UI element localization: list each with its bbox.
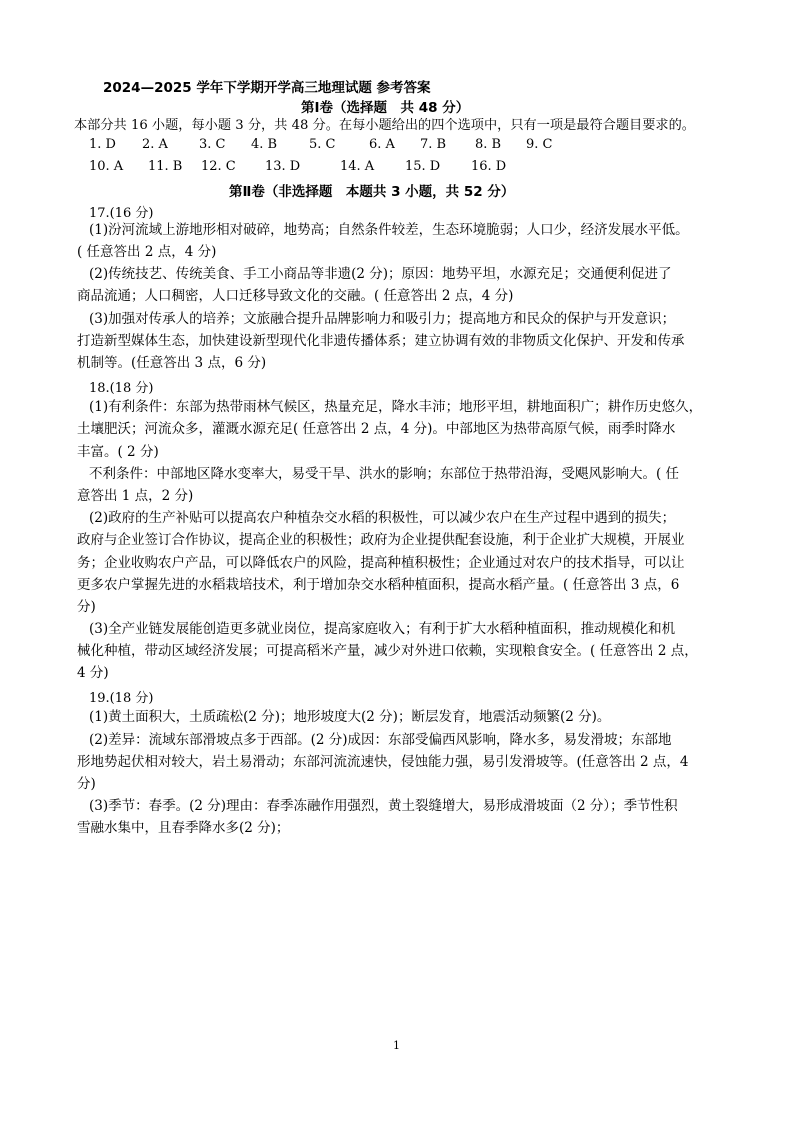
q17-line: (2)传统技艺、传统美食、手工小商品等非遗(2 分)；原因：地势平坦，水源充足；交通便利促进了	[89, 266, 672, 282]
q17-line: (3)加强对传承人的培养；文旅融合提升品牌影响力和吸引力；提高地方和民众的保护与开发意识；	[89, 311, 676, 327]
q19-line: (3)季节：春季。(2 分)理由：春季冻融作用强烈，黄土裂缝增大，易形成滑坡面（2 分）；季节性积	[89, 798, 678, 814]
answer-item: 15. D	[405, 159, 441, 174]
answer-item: 9. C	[526, 137, 553, 152]
q18-line: (3)全产业链发展能创造更多就业岗位，提高家庭收入；有利于扩大水稻种植面积，推动规模化和机	[89, 621, 676, 637]
answer-item: 12. C	[201, 159, 236, 174]
answer-item: 11. B	[148, 159, 183, 174]
q17-line: ( 任意答出 2 点，4 分)	[77, 244, 217, 260]
q18-line: 分)	[77, 599, 96, 615]
answer-item: 13. D	[265, 159, 301, 174]
answer-item: 8. B	[475, 137, 502, 152]
answer-item: 2. A	[142, 137, 168, 152]
q19-line: (1)黄土面积大，土质疏松(2 分)；地形坡度大(2 分)；断层发育，地震活动频繁(2 分)。	[89, 709, 611, 725]
q18-heading: 18.(18 分)	[89, 381, 154, 396]
q18-line: 政府与企业签订合作协议，提高企业的积极性；政府为企业提供配套设施，利于企业扩大规模，开展业	[77, 532, 685, 548]
q17-heading: 17.(16 分)	[89, 206, 154, 221]
answer-item: 1. D	[89, 137, 116, 152]
q18-line: 械化种植，带动区域经济发展；可提高稻米产量，减少对外进口依赖，实现粮食安全。( 任意答出 2 点，	[77, 643, 698, 659]
q18-line: 意答出 1 点，2 分)	[77, 488, 194, 504]
answer-item: 6. A	[369, 137, 395, 152]
answer-item: 10. A	[89, 159, 124, 174]
q18-line: 更多农户掌握先进的水稻栽培技术，利于增加杂交水稻种植面积，提高水稻产量。( 任意答出 3 点，6	[77, 577, 680, 593]
q18-line: (2)政府的生产补贴可以提高农户种植杂交水稻的积极性，可以减少农户在生产过程中遇到的损失；	[89, 510, 676, 526]
part2-heading: 第Ⅱ卷（非选择题 本题共 3 小题，共 52 分）	[229, 184, 515, 200]
answer-item: 16. D	[471, 159, 507, 174]
answer-item: 5. C	[309, 137, 336, 152]
q18-line: 4 分)	[77, 665, 109, 681]
answer-item: 14. A	[340, 159, 375, 174]
q19-heading: 19.(18 分)	[89, 691, 154, 706]
answer-item: 4. B	[251, 137, 278, 152]
q18-line: 土壤肥沃；河流众多，灌溉水源充足( 任意答出 2 点，4 分)。中部地区为热带高原气候，雨季时降水	[77, 421, 676, 437]
q17-line: (1)汾河流域上游地形相对破碎，地势高；自然条件较差，生态环境脆弱；人口少，经济发展水平低。	[89, 222, 689, 238]
q19-line: 分)	[77, 776, 96, 792]
q19-line: 形地势起伏相对较大，岩土易滑动；东部河流流速快，侵蚀能力强，易引发滑坡等。(任意答出 2 点，4	[77, 754, 689, 770]
q19-line: (2)差异：流域东部滑坡点多于西部。(2 分)成因：东部受偏西风影响，降水多，易发滑坡；东部地	[89, 732, 672, 748]
q17-line: 机制等。(任意答出 3 点，6 分)	[77, 355, 267, 371]
q18-line: 丰富。( 2 分)	[77, 444, 159, 460]
answer-item: 3. C	[199, 137, 226, 152]
part1-heading: 第Ⅰ卷（选择题 共 48 分）	[301, 100, 470, 116]
q19-line: 雪融水集中，且春季降水多(2 分)；	[77, 820, 290, 836]
q18-line: 务；企业收购农户产品，可以降低农户的风险，提高种植积极性；企业通过对农户的技术指导，可以让	[77, 555, 685, 571]
document-title: 2024—2025 学年下学期开学高三地理试题 参考答案	[103, 80, 431, 96]
q17-line: 打造新型媒体生态，加快建设新型现代化非遗传播体系；建立协调有效的非物质文化保护、开发和传承	[77, 333, 685, 349]
q17-line: 商品流通；人口稠密，人口迁移导致文化的交融。( 任意答出 2 点，4 分)	[77, 288, 514, 304]
answer-item: 7. B	[420, 137, 447, 152]
q18-line: (1)有利条件：东部为热带雨林气候区，热量充足，降水丰沛；地形平坦，耕地面积广；耕作历史悠久，	[89, 399, 703, 415]
part1-intro: 本部分共 16 小题，每小题 3 分，共 48 分。在每小题给出的四个选项中，只有一项是最符合题目要求的。	[74, 118, 695, 133]
q18-line: 不利条件：中部地区降水变率大，易受干旱、洪水的影响；东部位于热带沿海，受飓风影响大。( 任	[89, 466, 680, 482]
page-number: 1	[393, 1039, 400, 1052]
